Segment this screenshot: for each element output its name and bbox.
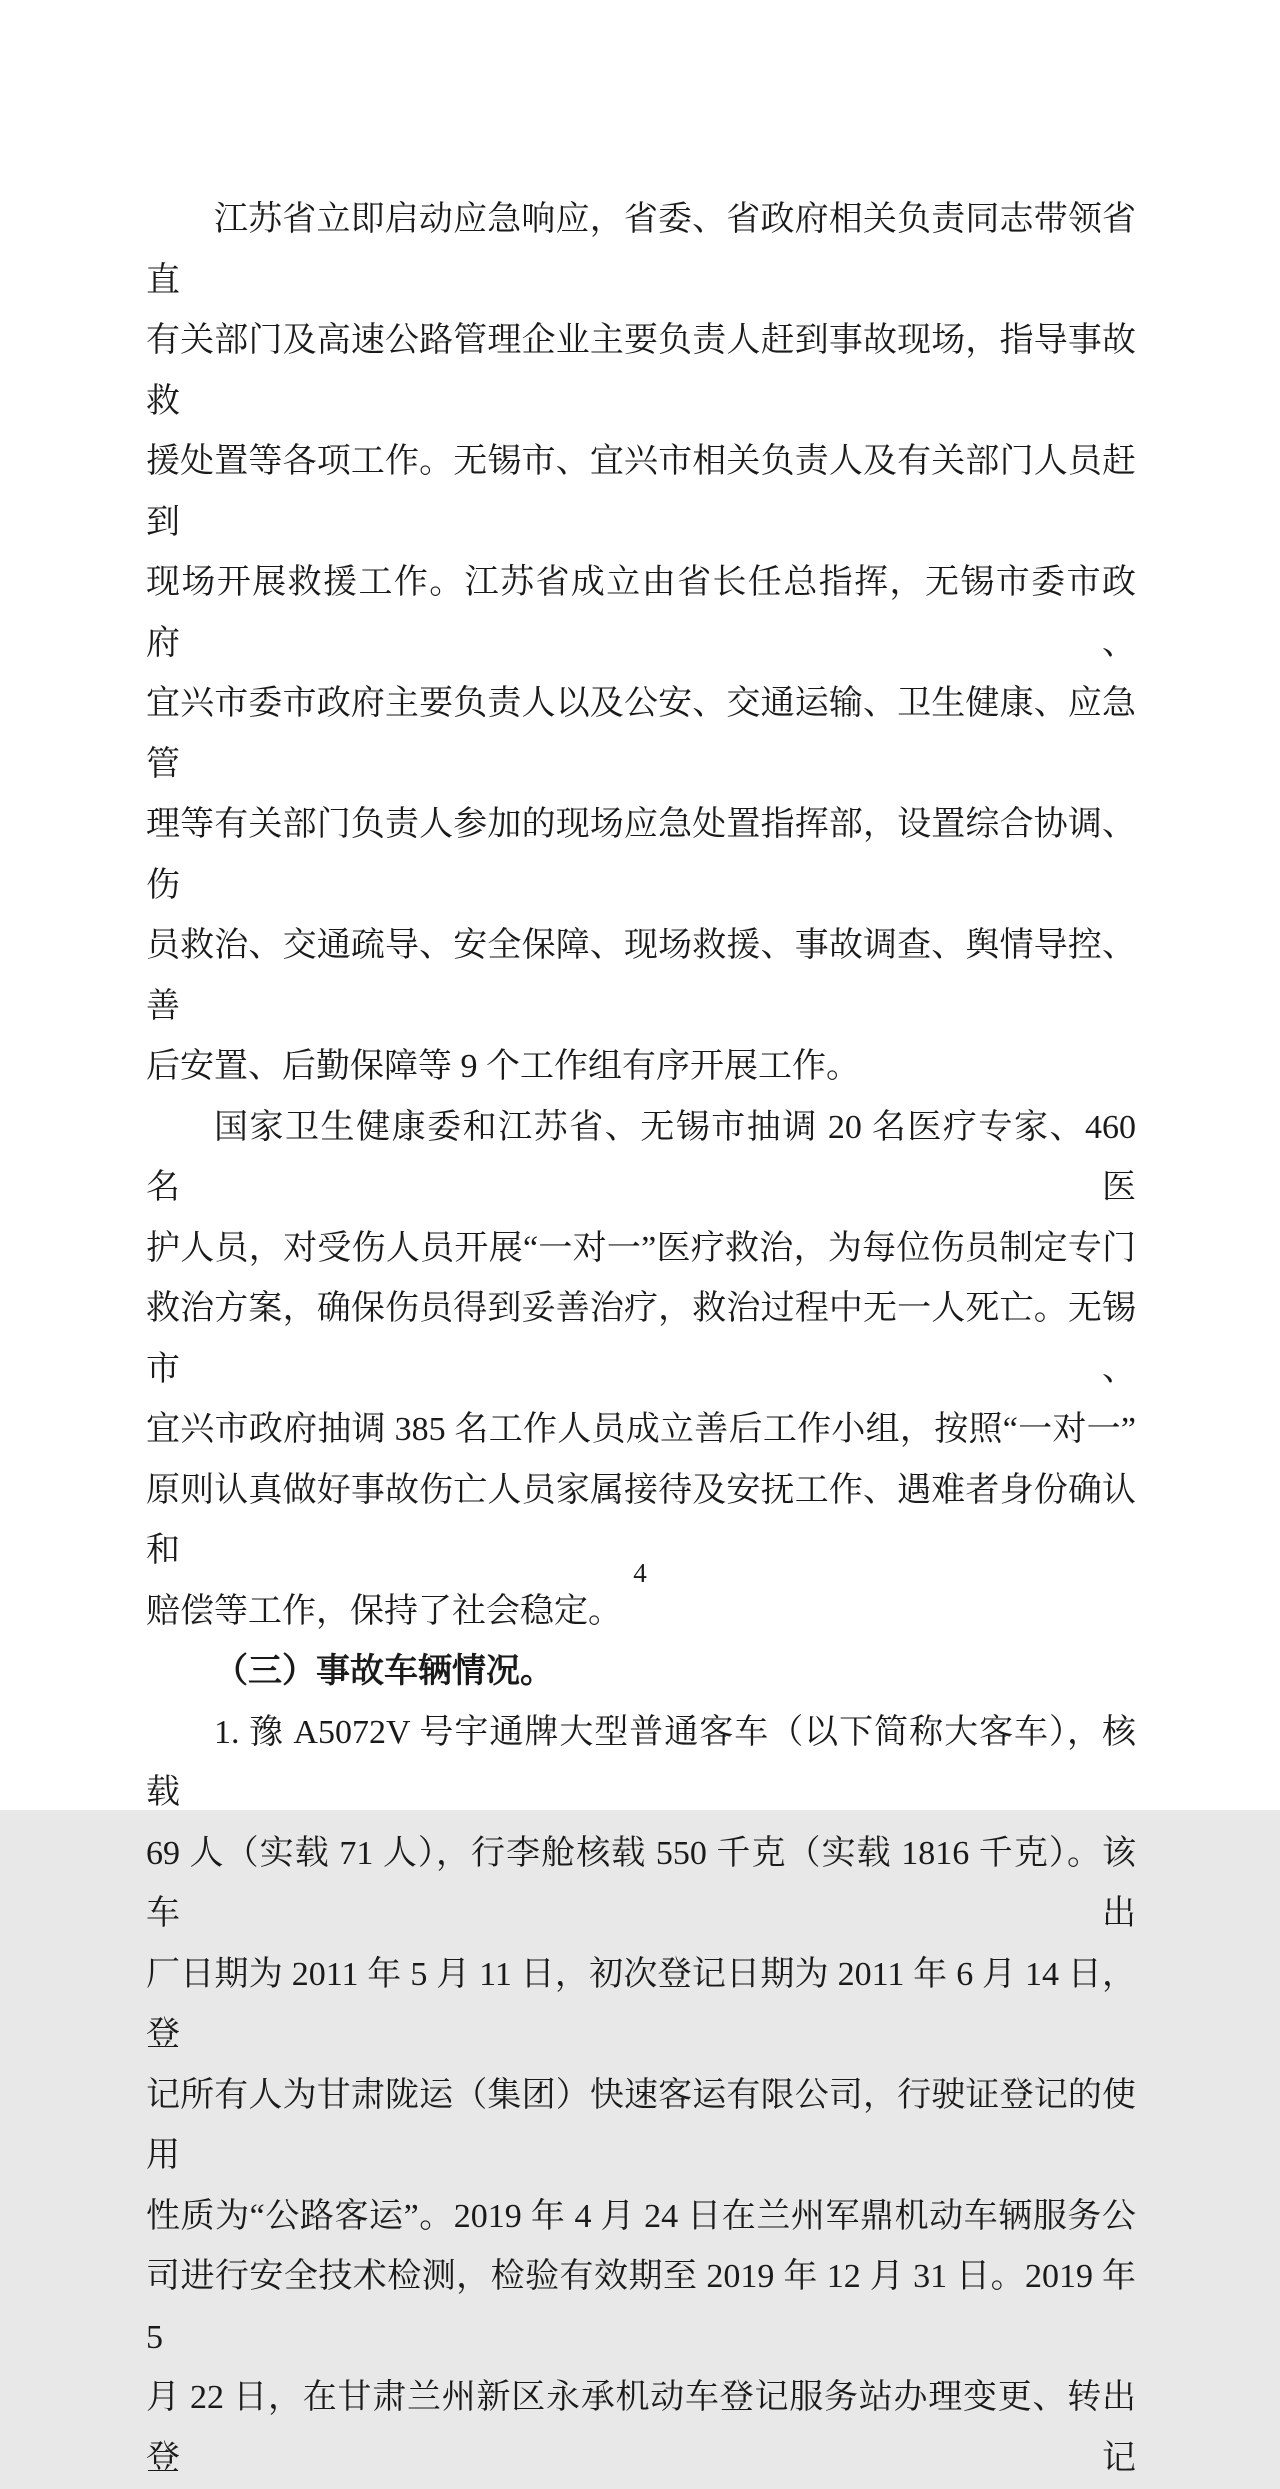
- text-line: 现场开展救援工作。江苏省成立由省长任总指挥，无锡市委市政府、: [146, 564, 1136, 662]
- text-line: 后安置、后勤保障等 9 个工作组有序开展工作。: [146, 1048, 860, 1085]
- text-line: 救治方案，确保伤员得到妥善治疗，救治过程中无一人死亡。无锡市、: [146, 1290, 1136, 1388]
- text-line: 员救治、交通疏导、安全保障、现场救援、事故调查、舆情导控、善: [146, 927, 1136, 1025]
- text-line: 江苏省立即启动应急响应，省委、省政府相关负责同志带领省直: [146, 201, 1136, 299]
- text-line: 69 人（实载 71 人），行李舱核载 550 千克（实载 1816 千克）。该车出: [146, 1834, 1136, 1932]
- text-line: 赔偿等工作，保持了社会稳定。: [146, 1592, 622, 1630]
- text-line: 理等有关部门负责人参加的现场应急处置指挥部，设置综合协调、伤: [146, 806, 1136, 904]
- section-heading: （三）事故车辆情况。: [214, 1653, 554, 1690]
- text-line: 宜兴市委市政府主要负责人以及公安、交通运输、卫生健康、应急管: [146, 685, 1136, 783]
- text-line: 1. 豫 A5072V 号宇通牌大型普通客车（以下简称大客车），核载: [146, 1713, 1136, 1811]
- text-line: 国家卫生健康委和江苏省、无锡市抽调 20 名医疗专家、460 名医: [146, 1108, 1136, 1206]
- text-line: 月 22 日，在甘肃兰州新区永承机动车登记服务站办理变更、转出登记: [146, 2379, 1136, 2477]
- document-body: [146, 190, 1136, 2489]
- page-number: 4: [633, 1558, 647, 1588]
- text-line: 记所有人为甘肃陇运（集团）快速客运有限公司，行驶证登记的使用: [146, 2076, 1136, 2174]
- text-line: 性质为“公路客运”。2019 年 4 月 24 日在兰州军鼎机动车辆服务公: [146, 2197, 1136, 2235]
- text-line: 援处置等各项工作。无锡市、宜兴市相关负责人及有关部门人员赶到: [146, 443, 1136, 541]
- text-line: 原则认真做好事故伤亡人员家属接待及安抚工作、遇难者身份确认和: [146, 1471, 1136, 1569]
- text-line: 有关部门及高速公路管理企业主要负责人赶到事故现场，指导事故救: [146, 322, 1136, 420]
- text-line: 司进行安全技术检测，检验有效期至 2019 年 12 月 31 日。2019 年 5: [146, 2258, 1136, 2356]
- text-line: 护人员，对受伤人员开展“一对一”医疗救治，为每位伤员制定专门: [146, 1229, 1136, 1267]
- text-line: 厂日期为 2011 年 5 月 11 日，初次登记日期为 2011 年 6 月 14 日，登: [146, 1955, 1136, 2053]
- text-line: 宜兴市政府抽调 385 名工作人员成立善后工作小组，按照“一对一”: [146, 1411, 1136, 1448]
